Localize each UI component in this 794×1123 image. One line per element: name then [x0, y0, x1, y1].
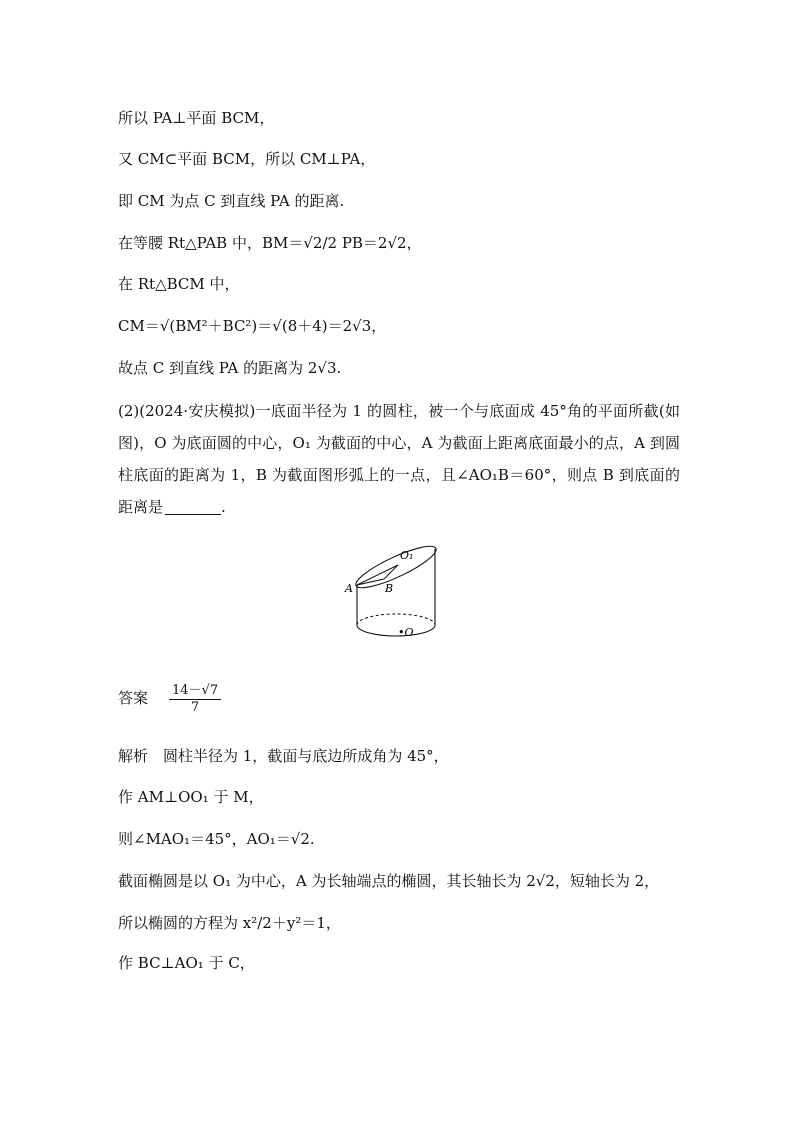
point-o-label: •O — [398, 626, 414, 639]
problem-end: . — [221, 498, 226, 516]
point-a-label: A — [345, 582, 353, 595]
problem-statement — [118, 395, 680, 523]
problem-text: (2)(2024·安庆模拟)一底面半径为 1 的圆柱，被一个与底面成 45°角的平面所截(如图)，O 为底面圆的中心，O₁ 为截面的中心，A 为截面上距离底面最小的点，A 到圆柱底面的距离为 1，B 为截面图形弧上的一点，且∠AO₁B＝60°，则点 B 到底面的距离是 — [118, 402, 680, 516]
solution-line: 解析 圆柱半径为 1，截面与底边所成角为 45°， — [118, 747, 449, 765]
solution-line: 作 BC⊥AO₁ 于 C， — [118, 954, 255, 972]
text-line: 故点 C 到直线 PA 的距离为 2√3. — [118, 359, 342, 377]
answer-key: 答案 — [118, 689, 149, 707]
cylinder-figure — [340, 535, 452, 653]
text-line: CM＝√(BM²＋BC²)＝√(8＋4)＝2√3， — [118, 317, 387, 335]
point-o1-label: O₁ — [400, 549, 414, 562]
solution-line: 截面椭圆是以 O₁ 为中心，A 为长轴端点的椭圆，其长轴长为 2√2，短轴长为 2， — [118, 872, 660, 890]
text-line: 即 CM 为点 C 到直线 PA 的距离. — [118, 192, 345, 210]
answer-numerator: 14－√7 — [169, 683, 221, 700]
point-b-label: B — [385, 582, 394, 595]
text-line: 又 CM⊂平面 BCM，所以 CM⊥PA， — [118, 150, 376, 168]
solution-line: 所以椭圆的方程为 x²/2＋y²＝1， — [118, 914, 341, 932]
solution-line: 则∠MAO₁＝45°，AO₁＝√2. — [118, 830, 315, 848]
answer-denominator: 7 — [190, 699, 200, 715]
text-line: 所以 PA⊥平面 BCM， — [118, 109, 275, 127]
answer-blank — [165, 498, 221, 515]
solution-line: 作 AM⊥OO₁ 于 M， — [118, 788, 264, 806]
answer-line — [118, 678, 224, 718]
text-line: 在 Rt△BCM 中， — [118, 275, 240, 293]
text-line: 在等腰 Rt△PAB 中，BM＝√2/2 PB＝2√2， — [118, 234, 422, 252]
answer-fraction — [169, 683, 221, 716]
